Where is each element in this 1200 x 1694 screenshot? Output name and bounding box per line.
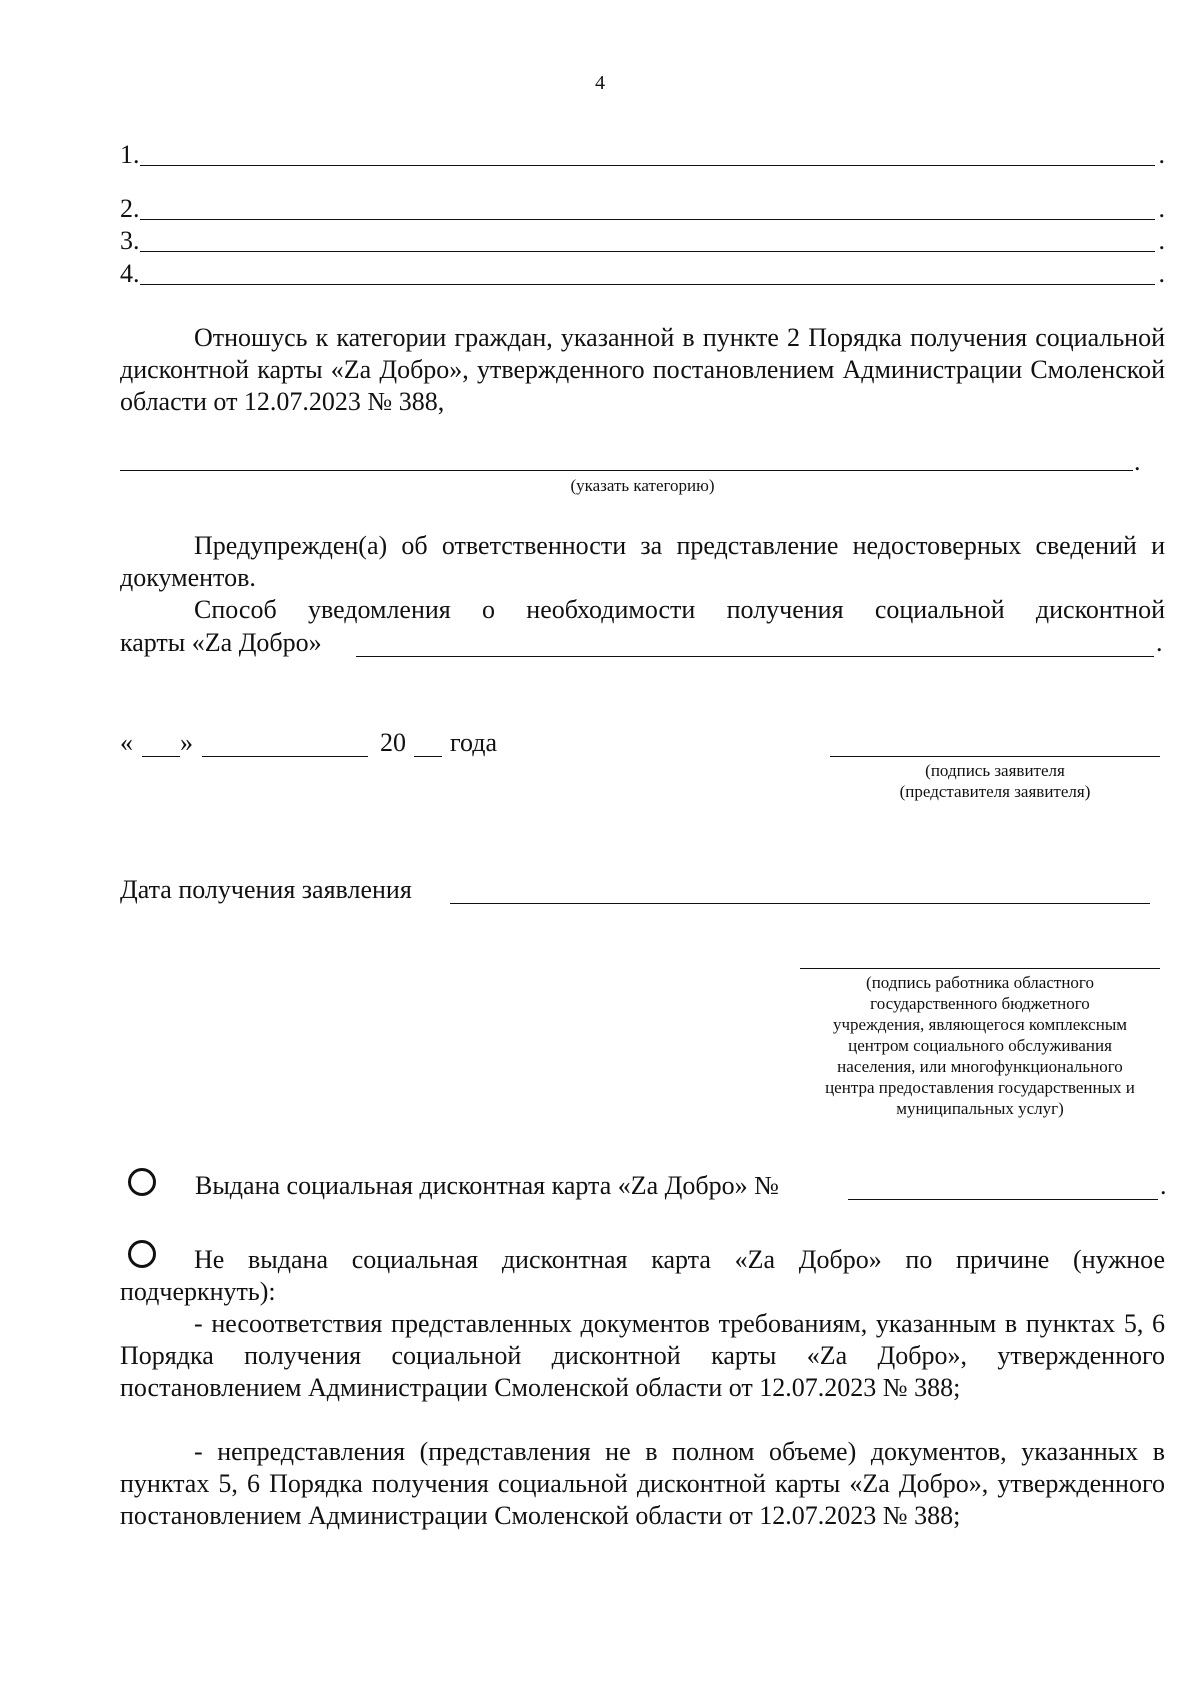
- notification-method-field[interactable]: [356, 656, 1154, 657]
- issued-radio[interactable]: [128, 1168, 156, 1196]
- issued-option-label: Выдана социальная дисконтная карта «Za Добро» №: [195, 1171, 779, 1200]
- warning-text: Предупрежден(а) об ответственности за представление недостоверных сведений и документов.: [120, 531, 1165, 592]
- caption-line: центра предоставления государственных и: [825, 1078, 1135, 1097]
- line-number: 1.: [120, 140, 140, 169]
- blank-field[interactable]: [140, 197, 1156, 220]
- line-end: .: [1158, 226, 1165, 255]
- caption-line: (подпись заявителя: [925, 761, 1065, 780]
- date-year-suffix: года: [450, 728, 498, 757]
- category-field[interactable]: [120, 470, 1133, 471]
- applicant-signature-field[interactable]: [830, 756, 1160, 757]
- notification-label: карты «Za Добро»: [120, 628, 322, 657]
- category-statement: Отношусь к категории граждан, указанной в пункте 2 Порядка получения социальной дисконтной карты «Za Добро», утвержденного постановлением Администрации Смоленской области от 12.07.2023 № 388,: [120, 323, 1165, 416]
- blank-field[interactable]: [140, 143, 1156, 166]
- reason-1[interactable]: - несоответствия представленных документов требованиям, указанным в пунктах 5, 6 Порядка получения социальной дисконтной карты «Za Добро», утвержденного постановлением Администрации Смоленской области от 12.07.2023 № 388;: [120, 1309, 1165, 1402]
- date-day-field[interactable]: [142, 756, 180, 757]
- issued-line-end: .: [1160, 1171, 1167, 1200]
- receipt-date-field[interactable]: [450, 903, 1150, 904]
- worker-signature-field[interactable]: [800, 968, 1160, 969]
- numbered-line-1[interactable]: [120, 140, 1165, 170]
- date-month-field[interactable]: [202, 756, 368, 757]
- date-year-prefix: 20: [380, 728, 406, 757]
- caption-line: учреждения, являющегося комплексным: [832, 1015, 1127, 1034]
- line-number: 2.: [120, 194, 140, 223]
- card-number-field[interactable]: [848, 1199, 1158, 1200]
- line-end: .: [1158, 194, 1165, 223]
- date-close-quote: »: [180, 728, 193, 757]
- blank-field[interactable]: [140, 262, 1156, 285]
- numbered-line-2[interactable]: [120, 194, 1165, 224]
- caption-line: (подпись работника областного: [866, 973, 1094, 992]
- not-issued-option-label: Не выдана социальная дисконтная карта «Za Добро» по причине (нужное подчеркнуть):: [120, 1245, 1165, 1306]
- category-caption: (указать категорию): [570, 476, 715, 495]
- page-number: 4: [595, 72, 605, 94]
- caption-line: центром социального обслуживания: [848, 1036, 1112, 1055]
- applicant-signature-caption: [830, 760, 1160, 802]
- numbered-line-4[interactable]: [120, 259, 1165, 289]
- caption-line: (представителя заявителя): [899, 782, 1091, 801]
- caption-line: муниципальных услуг): [896, 1099, 1064, 1118]
- line-number: 4.: [120, 259, 140, 288]
- reason-2[interactable]: - непредставления (представления не в полном объеме) документов, указанных в пунктах 5, 6 Порядка получения социальной дисконтной карты «Za Добро», утвержденного постановлением Администрации Смоленской области от 12.07.2023 № 388;: [120, 1437, 1165, 1530]
- caption-line: государственного бюджетного: [870, 994, 1090, 1013]
- date-year-field[interactable]: [414, 756, 442, 757]
- caption-line: населения, или многофункционального: [837, 1057, 1123, 1076]
- notification-line-end: .: [1156, 628, 1163, 657]
- line-number: 3.: [120, 226, 140, 255]
- blank-field[interactable]: [140, 229, 1156, 252]
- numbered-line-3[interactable]: [120, 226, 1165, 256]
- receipt-date-label: Дата получения заявления: [120, 875, 412, 904]
- category-line-end: .: [1134, 447, 1141, 476]
- notification-text: Способ уведомления о необходимости получения социальной дисконтной: [194, 595, 1165, 624]
- date-open-quote: «: [120, 728, 133, 757]
- worker-signature-caption: [780, 972, 1180, 1119]
- line-end: .: [1158, 259, 1165, 288]
- line-end: .: [1158, 140, 1165, 169]
